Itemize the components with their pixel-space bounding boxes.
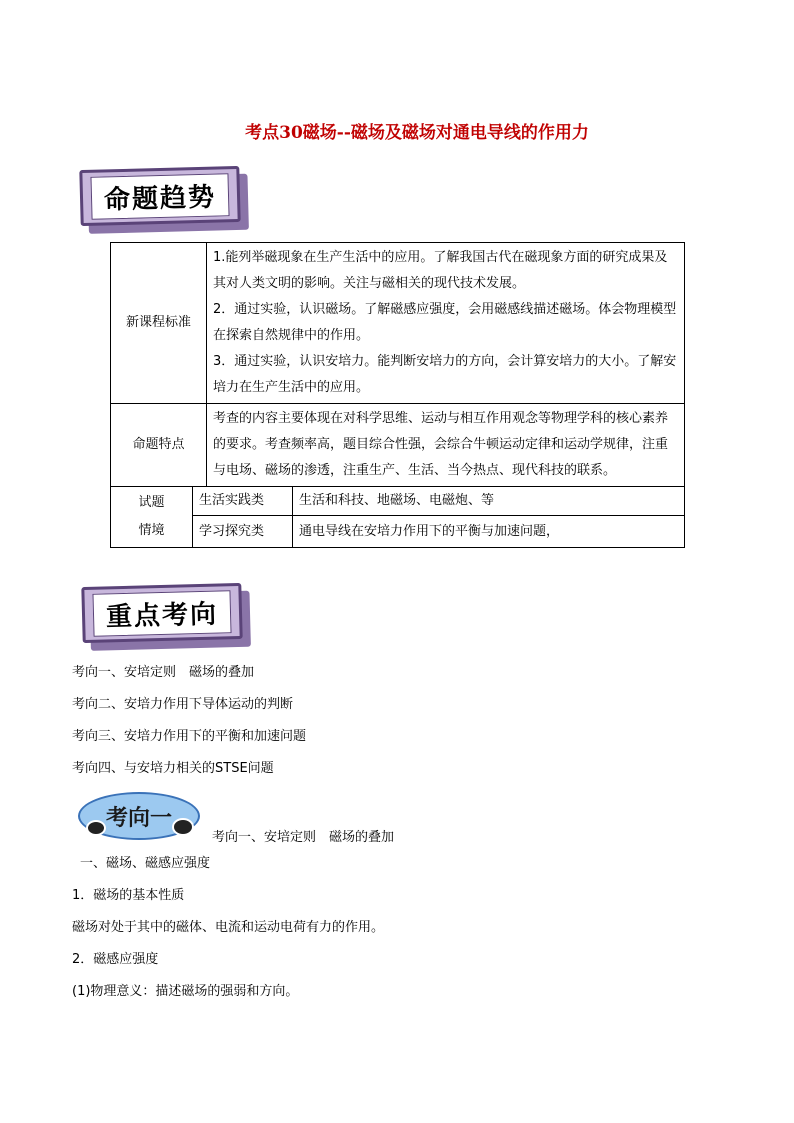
point-title: 2．磁感应强度 [72, 952, 159, 967]
table-row [111, 404, 685, 487]
table-row [111, 516, 685, 548]
page-title: 考点30磁场--磁场及磁场对通电导线的作用力 [245, 123, 589, 143]
row-label-standard: 新课程标准 [111, 243, 207, 404]
point-title: 1．磁场的基本性质 [72, 888, 185, 903]
banner-face [81, 583, 242, 643]
section-heading: 考向一、安培定则 磁场的叠加 [212, 830, 395, 845]
context-label-a: 试题 [138, 495, 165, 510]
context-val-study: 通电导线在安培力作用下的平衡与加速问题， [293, 516, 685, 548]
context-val-life: 生活和科技、地磁场、电磁炮、等 [293, 487, 685, 516]
list-item: 考向三、安培力作用下的平衡和加速问题 [72, 729, 307, 744]
paragraph: (1)物理意义：描述磁场的强弱和方向。 [72, 984, 299, 999]
context-label-b: 情境 [138, 523, 165, 538]
direction-badge [72, 790, 202, 842]
banner-face [79, 166, 240, 226]
banner-focus [81, 583, 242, 643]
context-sub-study: 学习探究类 [193, 516, 293, 548]
banner-focus-label: 重点考向 [92, 590, 231, 637]
row-label-context [111, 487, 193, 548]
banner-trend-label: 命题趋势 [90, 173, 229, 220]
list-item: 考向四、与安培力相关的STSE问题 [72, 761, 274, 776]
standard-line-2: 2．通过实验，认识磁场。了解磁感应强度，会用磁感线描述磁场。体会物理模型在探索自然规律中的作用。 [213, 302, 677, 343]
badge-ornament [172, 818, 194, 836]
row-label-features: 命题特点 [111, 404, 207, 487]
curriculum-table [110, 242, 685, 548]
badge-ornament [86, 820, 106, 836]
table-row [111, 243, 685, 404]
paragraph: 磁场对处于其中的磁体、电流和运动电荷有力的作用。 [72, 920, 385, 935]
standard-line-1: 1.能列举磁现象在生产生活中的应用。了解我国古代在磁现象方面的研究成果及其对人类文明的影响。关注与磁相关的现代技术发展。 [213, 250, 668, 291]
badge-oval: 考向一 [78, 792, 200, 840]
list-item: 考向一、安培定则 磁场的叠加 [72, 665, 255, 680]
subsection-title: 一、磁场、磁感应强度 [80, 856, 211, 871]
list-item: 考向二、安培力作用下导体运动的判断 [72, 697, 294, 712]
table-row [111, 487, 685, 516]
direction-list [72, 662, 306, 790]
context-sub-life: 生活实践类 [193, 487, 293, 516]
row-value-features: 考查的内容主要体现在对科学思维、运动与相互作用观念等物理学科的核心素养的要求。考查频率高，题目综合性强，会综合牛顿运动定律和运动学规律，注重与电场、磁场的渗透，注重生产、生活、当今热点、现代科技的联系。 [207, 404, 685, 487]
banner-trend [79, 166, 240, 226]
row-value-standard [207, 243, 685, 404]
standard-line-3: 3．通过实验，认识安培力。能判断安培力的方向，会计算安培力的大小。了解安培力在生产生活中的应用。 [213, 354, 677, 395]
